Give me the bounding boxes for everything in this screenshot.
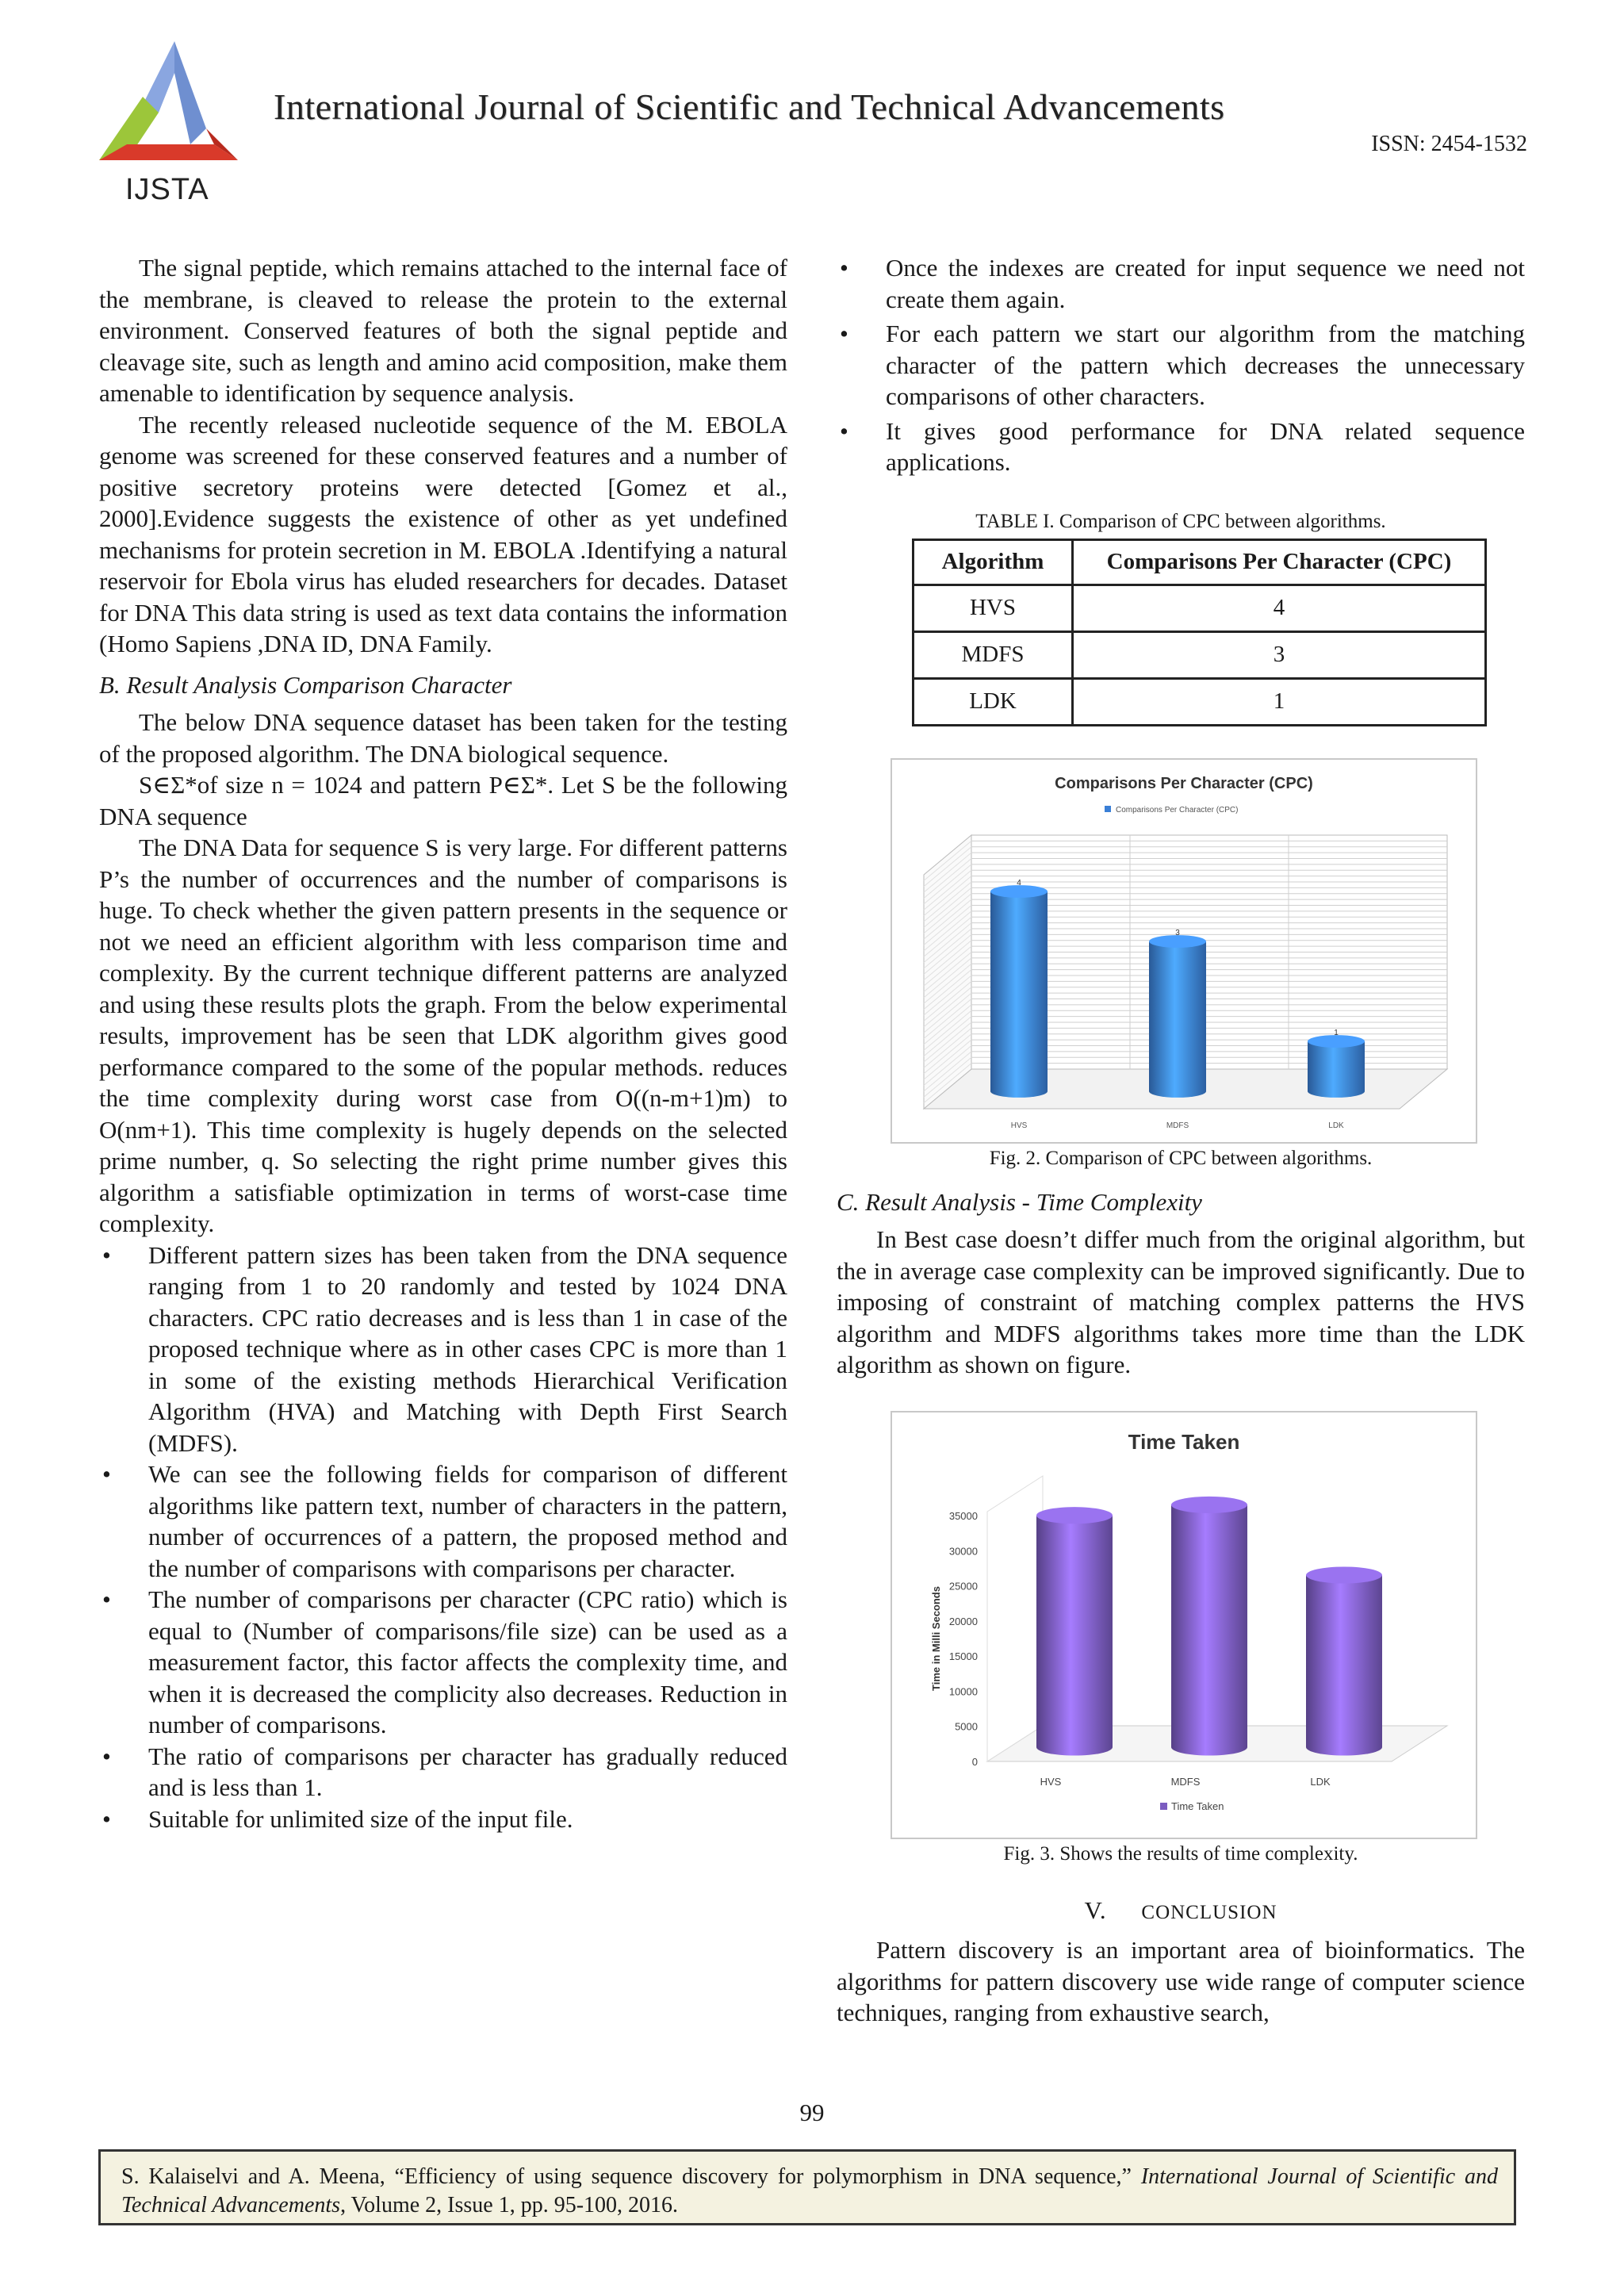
- x-tick-label: HVS: [1040, 1775, 1062, 1788]
- y-tick-label: 15000: [948, 1650, 978, 1662]
- x-tick-label: LDK: [1328, 1121, 1344, 1130]
- figure-time-chart: [891, 1411, 1477, 1839]
- bar-cylinder: [1308, 1035, 1365, 1098]
- chart-title: Time Taken: [1128, 1429, 1240, 1454]
- figure-cpc-chart: [891, 758, 1477, 1144]
- x-tick-label: MDFS: [1170, 1775, 1201, 1788]
- list-item: • Once the indexes are created for input sequence we need not create them again.: [837, 252, 1525, 315]
- table-cell: 3: [1073, 631, 1486, 678]
- figure-caption: Fig. 2. Comparison of CPC between algorithms.: [989, 1147, 1373, 1169]
- legend-swatch: [1160, 1803, 1167, 1810]
- table-row: [914, 631, 1486, 678]
- paragraph: Pattern discovery is an important area of bioinformatics. The algorithms for pattern discovery use wide range of computer science techniques, ranging from exhaustive search,: [837, 1936, 1525, 2026]
- table-row: [914, 585, 1486, 631]
- table-caption: TABLE I. Comparison of CPC between algorithms.: [975, 510, 1386, 532]
- citation-authors: S. Kalaiselvi and A. Meena, “Efficiency of using sequence discovery for polymorphism in DNA sequence,”: [121, 2164, 1141, 2189]
- list-item: • For each pattern we start our algorithm from the matching character of the pattern which decreases the unnecessary comparisons of other characters.: [837, 318, 1525, 412]
- table-header: Algorithm: [914, 539, 1073, 585]
- right-column: [837, 252, 1525, 2029]
- journal-title: International Journal of Scientific and Technical Advancements: [274, 86, 1225, 127]
- bar-cylinder: [990, 885, 1048, 1098]
- cpc-table: [912, 539, 1487, 726]
- logo-text: IJSTA: [125, 173, 209, 206]
- time-chart: [892, 1412, 1476, 1838]
- list-item: • The ratio of comparisons per character has gradually reduced and is less than 1.: [99, 1741, 787, 1803]
- paragraph: The DNA Data for sequence S is very large. For different patterns P’s the number of occurrences and the number of comparisons is huge. To check whether the given pattern presents in the sequence or not we need an efficient algorithm with less comparison time and complexity. By the current technique different patterns are analyzed and using these results plots the graph. From the below experimental results, improvement has be seen that LDK algorithm gives good performance compared to the some of the popular methods. reduces the time complexity during worst case from O((n-m+1)m) to O(nm+1). This time complexity is hugely depends on the selected prime number, q. So selecting the right prime number gives this algorithm a satisfiable optimization in terms of worst-case time complexity.: [99, 834, 787, 1237]
- list-item: • Suitable for unlimited size of the input file.: [99, 1803, 787, 1835]
- legend-label: Comparisons Per Character (CPC): [1116, 805, 1239, 815]
- table-header-row: [914, 539, 1486, 585]
- section-heading: [837, 1895, 1525, 1929]
- chart-title: Comparisons Per Character (CPC): [1055, 774, 1313, 792]
- section-title: CONCLUSION: [1141, 1901, 1277, 1923]
- data-label: 1: [1334, 1028, 1339, 1037]
- paragraph: The recently released nucleotide sequence of the M. EBOLA genome was screened for these conserved features and a number of positive secretory proteins were detected [Gomez et al., 2000].Evidence suggests the existence of other as yet undefined mechanisms for protein secretion in M. EBOLA .Identifying a natural reservoir for Ebola virus has eluded researchers for decades. Dataset for DNA This data string is used as text data contains the information (Homo Sapiens ,DNA ID, DNA Family.: [99, 410, 787, 657]
- table-row: [914, 678, 1486, 725]
- bar-cylinder: [1036, 1507, 1113, 1755]
- chart-side-wall: [987, 1476, 1043, 1761]
- bar-cylinder: [1171, 1496, 1247, 1755]
- figure-caption: Fig. 3. Shows the results of time complexity.: [1003, 1842, 1358, 1865]
- cpc-chart: [892, 760, 1476, 1142]
- x-tick-label: HVS: [1010, 1121, 1028, 1130]
- y-axis-label: Time in Milli Seconds: [930, 1585, 942, 1691]
- bar-cylinder: [1149, 935, 1206, 1098]
- paragraph: In Best case doesn’t differ much from the original algorithm, but the in average case complexity can be improved significantly. Due to imposing of constraint of matching complex patterns the HVS algorithm and MDFS algorithms takes more time than the LDK algorithm as shown on figure.: [837, 1225, 1525, 1378]
- table-cell: LDK: [914, 678, 1073, 725]
- issn: ISSN: 2454-1532: [1371, 132, 1527, 156]
- paragraph: The signal peptide, which remains attached to the internal face of the membrane, is cleaved to release the protein to the external environment. Conserved features of both the signal peptide and cleavage site, such as length and amino acid composition, make them amenable to identification by sequence analysis.: [99, 254, 787, 407]
- y-tick-label: 35000: [948, 1509, 978, 1522]
- y-tick-label: 25000: [948, 1580, 978, 1593]
- y-tick-label: 30000: [948, 1544, 978, 1557]
- citation-journal: International Journal of Scientific and Technical Advancements: [121, 2164, 1499, 2217]
- left-column: [99, 252, 787, 1834]
- paragraph: The below DNA sequence dataset has been taken for the testing of the proposed algorithm. The DNA biological sequence.: [99, 708, 787, 768]
- y-tick-label: 5000: [955, 1720, 978, 1733]
- table-cell: 1: [1073, 678, 1486, 725]
- section-number: V.: [1084, 1895, 1107, 1924]
- y-tick-label: 0: [971, 1755, 978, 1768]
- y-tick-label: 10000: [948, 1685, 978, 1697]
- table-cell: MDFS: [914, 631, 1073, 678]
- y-tick-label: 20000: [948, 1615, 978, 1627]
- data-label: 4: [1017, 878, 1021, 887]
- bar-cylinder: [1306, 1566, 1382, 1755]
- paragraph: S∈Σ*of size n = 1024 and pattern P∈Σ*. Let S be the following DNA sequence: [99, 771, 787, 830]
- x-tick-label: LDK: [1310, 1775, 1331, 1788]
- subheading-c: C. Result Analysis - Time Complexity: [837, 1187, 1202, 1216]
- list-item: • We can see the following fields for comparison of different algorithms like pattern text, number of characters in the pattern, number of occurrences of a pattern, the proposed method and the number of comparisons with comparisons per character.: [99, 1458, 787, 1584]
- table-cell: HVS: [914, 585, 1073, 631]
- table-cell: 4: [1073, 585, 1486, 631]
- bullet-list: [837, 252, 1525, 478]
- list-item: • The number of comparisons per character (CPC ratio) which is equal to (Number of comparisons/file size) can be used as a measurement factor, this factor affects the complexity time, and when it is decreased the complicity also decreases. Reduction in number of comparisons.: [99, 1584, 787, 1741]
- list-item: • It gives good performance for DNA related sequence applications.: [837, 416, 1525, 478]
- citation-details: , Volume 2, Issue 1, pp. 95-100, 2016.: [340, 2193, 679, 2217]
- table-header: Comparisons Per Character (CPC): [1073, 539, 1486, 585]
- page-number: 99: [799, 2099, 825, 2126]
- x-tick-label: MDFS: [1166, 1121, 1189, 1130]
- data-label: 3: [1175, 928, 1180, 937]
- legend-swatch: [1105, 806, 1111, 812]
- legend-label: Time Taken: [1171, 1800, 1224, 1812]
- list-item: • Different pattern sizes has been taken from the DNA sequence ranging from 1 to 20 randomly and tested by 1024 DNA characters. CPC ratio decreases and is less than 1 in case of the proposed technique where as in other cases CPC is more than 1 in some of the existing methods Hierarchical Verification Algorithm (HVA) and Matching with Depth First Search (MDFS).: [99, 1240, 787, 1459]
- bullet-list: [99, 1240, 787, 1835]
- subheading-b: B. Result Analysis Comparison Character: [99, 670, 512, 699]
- citation-footer: [98, 2149, 1516, 2225]
